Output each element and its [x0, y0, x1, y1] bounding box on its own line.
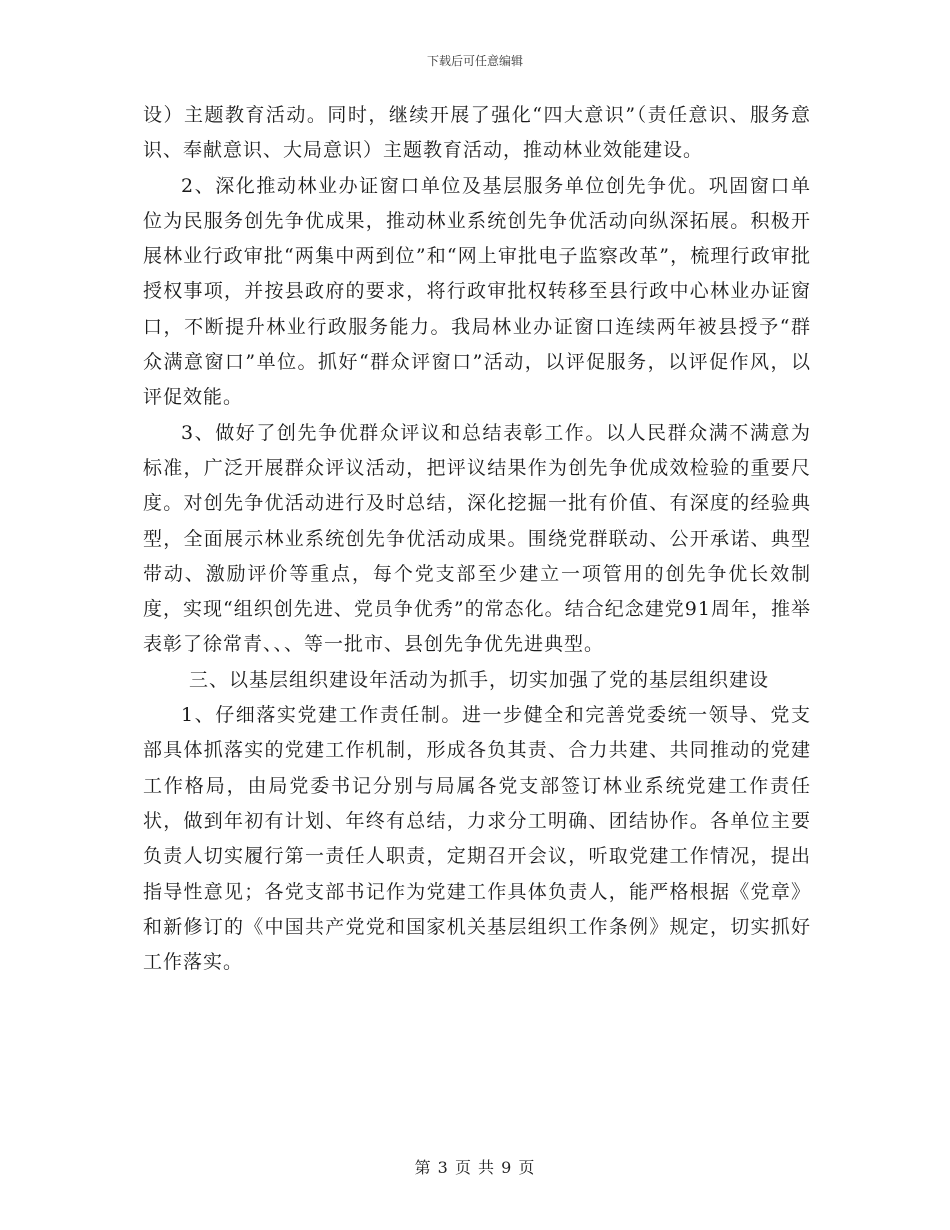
- paragraph-continuation: 设）主题教育活动。同时，继续开展了强化“四大意识”（责任意识、服务意识、奉献意识、大局意识）主题教育活动，推动林业效能建设。: [143, 104, 811, 162]
- section-heading-3: 三、以基层组织建设年活动为抓手，切实加强了党的基层组织建设: [189, 668, 770, 691]
- document-body: [143, 98, 811, 980]
- page-number: 第 3 页 共 9 页: [414, 1158, 536, 1177]
- paragraph-item-3: 3、做好了创先争优群众评议和总结表彰工作。以人民群众满不满意为标准，广泛开展群众评议活动，把评议结果作为创先争优成效检验的重要尺度。对创先争优活动进行及时总结，深化挖掘一批有价值、有深度的经验典型，全面展示林业系统创先争优活动成果。围绕党群联动、公开承诺、典型带动、激励评价等重点，每个党支部至少建立一项管用的创先争优长效制度，实现“组织创先进、党员争优秀”的常态化。结合纪念建党91周年，推举表彰了徐常青、、、等一批市、县创先争优先进典型。: [143, 421, 811, 656]
- header-note: 下载后可任意编辑: [426, 54, 523, 68]
- paragraph-item-1: 1、仔细落实党建工作责任制。进一步健全和完善党委统一领导、党支部具体抓落实的党建工作机制，形成各负其责、合力共建、共同推动的党建工作格局，由局党委书记分别与局属各党支部签订林业系统党建工作责任状，做到年初有计划、年终有总结，力求分工明确、团结协作。各单位主要负责人切实履行第一责任人职责，定期召开会议，听取党建工作情况，提出指导性意见；各党支部书记作为党建工作具体负责人，能严格根据《党章》和新修订的《中国共产党党和国家机关基层组织工作条例》规定，切实抓好工作落实。: [143, 704, 811, 974]
- paragraph-item-2: 2、深化推动林业办证窗口单位及基层服务单位创先争优。巩固窗口单位为民服务创先争优成果，推动林业系统创先争优活动向纵深拓展。积极开展林业行政审批“两集中两到位”和“网上审批电子监察改革”，梳理行政审批授权事项，并按县政府的要求，将行政审批权转移至县行政中心林业办证窗口，不断提升林业行政服务能力。我局林业办证窗口连续两年被县授予“群众满意窗口”单位。抓好“群众评窗口”活动，以评促服务，以评促作风，以评促效能。: [143, 174, 811, 409]
